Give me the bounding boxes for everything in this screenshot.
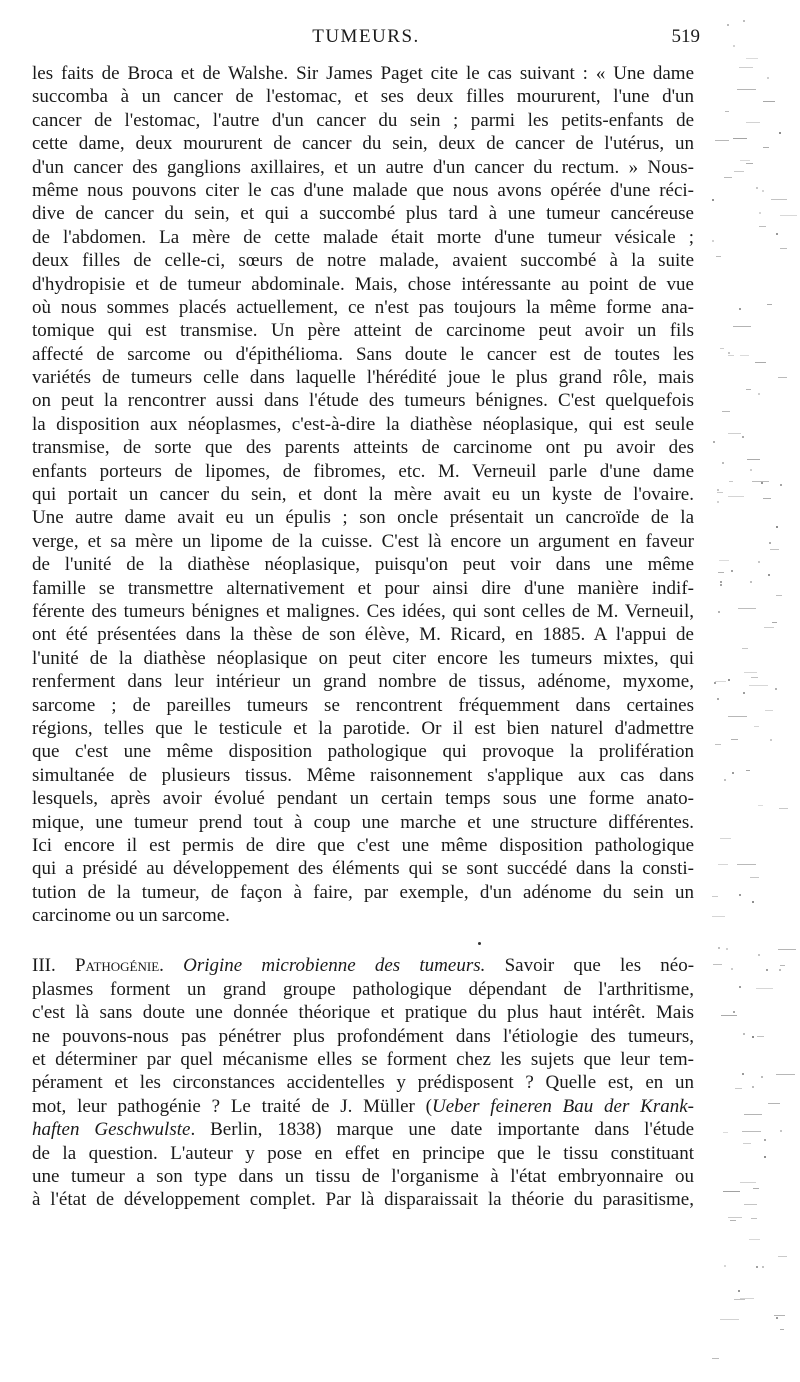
scan-noise-mark <box>764 627 774 628</box>
scan-noise-mark <box>747 459 760 460</box>
scan-noise-mark <box>739 67 753 68</box>
text-line: transmise, de sorte que des parents atteints de carcinome ont pu avoir des <box>32 437 694 459</box>
scan-noise-mark <box>770 739 772 741</box>
scan-noise-mark <box>717 489 719 491</box>
scan-noise-mark <box>780 215 797 216</box>
text-line: férente des tumeurs bénignes et malignes. Ces idées, qui sont celles de M. Verneuil, <box>32 600 694 622</box>
scan-noise-mark <box>724 779 726 781</box>
scan-noise-mark <box>770 549 779 550</box>
text-line: affecté de sarcome ou d'épithélioma. Sans doute le cancer est de toutes les <box>32 343 694 365</box>
scan-noise-mark <box>774 1315 785 1316</box>
text-line: verge, et sa mère un lipome de la cuisse. C'est là encore un argument en faveur <box>32 530 694 552</box>
scan-noise-mark <box>775 688 777 690</box>
scan-noise-mark <box>780 484 782 486</box>
scan-noise-mark <box>779 969 781 971</box>
text-line: variétés de tumeurs celle dans laquelle l'hérédité joue le plus grand rôle, mais <box>32 367 694 389</box>
scan-noise-mark <box>740 355 749 356</box>
scan-noise-mark <box>714 682 716 684</box>
text-line-muller-2 <box>32 1118 694 1141</box>
scan-noise-mark <box>737 864 756 865</box>
scan-noise-mark <box>731 570 733 572</box>
scan-noise-mark <box>751 677 758 678</box>
text-line: ne pouvons-nous pas pénétrer plus profondément dans l'étiologie des tumeurs, <box>32 1025 694 1047</box>
scan-noise-mark <box>758 393 760 395</box>
text-line: et déterminer par quel mécanisme elles se forment chez les sujets que leur tem- <box>32 1049 694 1071</box>
scan-noise-mark <box>721 1015 737 1016</box>
scan-noise-mark <box>712 240 714 242</box>
scan-noise-mark <box>758 805 763 806</box>
scan-noise-mark <box>771 199 787 200</box>
text-line: simultanée de plusieurs tissus. Même raisonnement s'applique aux cas dans <box>32 764 694 786</box>
scan-noise-mark <box>727 24 729 26</box>
scan-noise-mark <box>776 1074 795 1075</box>
text-line: succomba à un cancer de l'estomac, et ses deux filles moururent, l'une d'un <box>32 86 694 108</box>
text-line: la disposition aux néoplasmes, c'est-à-dire la diathèse néoplasique, qui est seule <box>32 413 694 435</box>
scan-noise-mark <box>746 389 751 390</box>
scan-noise-mark <box>756 988 773 989</box>
section-subheading: Origine microbienne des tumeurs. <box>183 955 486 977</box>
scan-noise-mark <box>733 326 751 327</box>
page-number: 519 <box>671 26 700 47</box>
section-lines-after <box>32 1142 694 1212</box>
scan-noise-mark <box>718 947 720 949</box>
scan-noise-mark <box>739 986 741 988</box>
section-pathogenie <box>32 954 694 1211</box>
scan-noise-mark <box>730 1220 736 1221</box>
scan-noise-mark <box>712 896 718 897</box>
text-line: Une autre dame avait eu un épulis ; son oncle présentait un cancroïde de la <box>32 507 694 529</box>
scan-noise-mark <box>750 469 752 471</box>
text-line: à l'état de développement complet. Par là disparaissait la théorie du parasitisme, <box>32 1189 694 1211</box>
scan-noise-mark <box>722 462 724 464</box>
scan-noise-mark <box>776 1317 778 1319</box>
scan-noise-mark <box>756 187 758 189</box>
text-line: cancer de l'estomac, l'autre d'un cancer du sein ; parmi les petits-enfants de <box>32 109 694 131</box>
scan-noise-mark <box>724 1265 726 1267</box>
text-line: pérament et les circonstances accidentelles y prédisposent ? Quelle est, en un <box>32 1072 694 1094</box>
scan-noise-mark <box>735 1088 742 1089</box>
scan-noise-mark <box>728 679 730 681</box>
scan-noise-mark <box>729 481 733 482</box>
scan-noise-mark <box>738 608 756 609</box>
scan-noise-mark <box>737 89 756 90</box>
scan-noise-mark <box>768 574 770 576</box>
scan-noise-mark <box>718 572 724 573</box>
scan-noise-mark <box>715 744 721 745</box>
scan-noise-mark <box>719 560 729 561</box>
scan-noise-mark <box>724 177 732 178</box>
scan-noise-mark <box>731 968 733 970</box>
scan-noise-mark <box>715 140 729 141</box>
scan-noise-mark <box>761 482 763 484</box>
text-line: l'unité de la diathèse néoplasique on peut citer encore les tumeurs mixtes, qui <box>32 647 694 669</box>
scan-noise-mark <box>762 190 764 192</box>
scan-noise-mark <box>776 233 778 235</box>
scan-noise-mark <box>750 877 759 878</box>
section-number: III. <box>32 955 56 977</box>
text-line: on peut la rencontrer aussi dans l'étude des tumeurs bénignes. C'est quelquefois <box>32 390 694 412</box>
text-line: c'est là sans doute une donnée théorique et pratique du plus haut intérêt. Mais <box>32 1002 694 1024</box>
text-line: d'hydropisie et de tumeur abdominale. Mais, chose intéressante au point de vue <box>32 273 694 295</box>
scan-noise-mark <box>740 160 750 161</box>
scan-noise-mark <box>772 622 777 623</box>
scan-noise-mark <box>758 954 760 956</box>
scan-noise-mark <box>780 1130 782 1132</box>
scan-noise-mark <box>776 595 782 596</box>
scan-noise-mark <box>712 916 725 917</box>
scan-noise-mark <box>761 1076 763 1078</box>
section-heading-line <box>32 954 694 977</box>
scan-noise-mark <box>744 1204 757 1205</box>
text-line: dive de cancer du sein, et qui a succombé plus tard à une tumeur cancéreuse <box>32 203 694 225</box>
page-header <box>32 26 700 56</box>
scan-noise-mark <box>713 441 715 443</box>
text-line: les faits de Broca et de Walshe. Sir James Paget cite le cas suivant : « Une dame <box>32 63 694 84</box>
scan-noise-mark <box>734 171 744 172</box>
scan-noise-mark <box>733 1011 735 1013</box>
scan-noise-mark <box>764 1139 766 1141</box>
text-line: régions, telles que le testicule et la parotide. Or il est bien naturel d'admettre <box>32 717 694 739</box>
scan-noise-mark <box>765 710 773 711</box>
text-line: cette dame, deux moururent de cancer du sein, deux de cancer de l'utérus, un <box>32 133 694 155</box>
scan-noise-mark <box>717 501 719 503</box>
scan-noise-mark <box>722 411 730 412</box>
scan-noise-mark <box>742 648 748 649</box>
scan-noise-mark <box>753 1188 759 1189</box>
scan-noise-mark <box>712 1358 719 1359</box>
scan-noise-mark <box>752 1036 754 1038</box>
text-line: enfants porteurs de lipomes, de fibromes, etc. M. Verneuil parle d'une dame <box>32 460 694 482</box>
scan-noise-mark <box>728 716 747 717</box>
muller-title-a: Ueber feineren Bau der Krank- <box>432 1095 694 1117</box>
text-line: carcinome ou un sarcome. <box>32 905 230 927</box>
body-text <box>32 62 694 1212</box>
scan-noise-mark <box>754 726 759 727</box>
scan-noise-mark <box>713 964 722 965</box>
scan-noise-mark <box>778 949 796 950</box>
scan-noise-mark <box>743 1033 745 1035</box>
scan-noise-mark <box>746 58 758 59</box>
text-line: tomique qui est transmise. Un père atteint de carcinome peut avoir un fils <box>32 320 694 342</box>
scan-noise-mark <box>712 199 714 201</box>
scan-noise-mark <box>749 1239 760 1240</box>
text-line: d'un cancer des ganglions axillaires, et un autre d'un cancer du rectum. » Nous- <box>32 156 694 178</box>
scan-noise-mark <box>779 132 781 134</box>
text-line: ont été présentées dans la thèse de son élève, M. Ricard, en 1885. A l'appui de <box>32 624 694 646</box>
scan-noise-mark <box>742 436 744 438</box>
scan-noise-mark <box>718 611 720 613</box>
muller-title-b: haften Geschwulste <box>32 1119 191 1141</box>
scan-noise-mark <box>766 969 768 971</box>
scan-noise-mark <box>757 1036 764 1037</box>
scan-noise-mark <box>739 308 741 310</box>
scan-noise-mark <box>768 1103 780 1104</box>
scan-noise-mark <box>743 1143 751 1144</box>
scan-noise-mark <box>740 1298 754 1299</box>
scan-noise-mark <box>716 256 721 257</box>
scan-noise-mark <box>728 433 741 434</box>
scan-noise-mark <box>720 1319 739 1320</box>
scan-noise-mark <box>726 948 728 950</box>
scan-noise-mark <box>763 498 771 499</box>
scan-noise-mark <box>778 377 787 378</box>
scan-noise-mark <box>779 808 788 809</box>
scan-noise-mark <box>752 901 754 903</box>
paragraph-spacer <box>32 927 694 954</box>
scan-noise-mark <box>759 212 761 214</box>
scan-noise-mark <box>755 362 766 363</box>
scan-noise-mark <box>749 685 768 686</box>
section-first-line-rest: Savoir que les néo- <box>504 955 695 977</box>
scan-noise-mark <box>758 561 760 563</box>
scan-noise-mark <box>776 526 778 528</box>
scan-noise-mark <box>744 672 757 673</box>
scan-noise-mark <box>764 1156 766 1158</box>
scan-noise-mark <box>759 226 766 227</box>
text-line: une tumeur a son type dans un tissu de l'organisme à l'état embryonnaire ou <box>32 1165 694 1187</box>
section-lines <box>32 978 694 1095</box>
text-line: famille se transmettre alternativement et pour ainsi dire d'une manière indif- <box>32 577 694 599</box>
scan-noise-mark <box>723 1191 740 1192</box>
muller-text-a: mot, leur pathogénie ? Le traité de J. Müller ( <box>32 1095 433 1117</box>
text-line: où nous sommes placés actuellement, ce n'est pas toujours la même forme ana- <box>32 296 694 318</box>
text-line: lesquels, après avoir évolué pendant un certain temps sous une forme anato- <box>32 788 694 810</box>
scan-noise-mark <box>746 163 753 164</box>
scan-noise-mark <box>720 838 731 839</box>
text-line: sarcome ; de pareilles tumeurs se rencontrent fréquemment dans certaines <box>32 694 694 716</box>
scan-noise-mark <box>728 352 730 354</box>
scan-noise-mark <box>752 481 769 482</box>
scan-noise-mark <box>767 77 769 79</box>
scan-noise-mark <box>725 111 729 112</box>
scan-noise-mark <box>751 1218 757 1219</box>
scan-noise-mark <box>728 355 734 356</box>
text-line-muller <box>32 1095 694 1118</box>
scan-noise-mark <box>780 248 787 249</box>
running-head: TUMEURS. <box>312 26 420 47</box>
scan-noise-mark <box>733 45 735 47</box>
scan-noise-mark <box>742 1131 761 1132</box>
scan-noise-mark <box>738 1290 740 1292</box>
scan-noise-mark <box>743 692 745 694</box>
scan-noise-mark <box>739 894 741 896</box>
scan-noise-mark <box>720 581 722 583</box>
scan-noise-mark <box>723 1132 728 1133</box>
scan-noise-mark <box>756 1266 758 1268</box>
scan-noise-mark <box>717 698 719 700</box>
scan-noise-mark <box>743 20 745 22</box>
text-line: que c'est une même disposition pathologique qui provoque la prolifération <box>32 741 694 763</box>
scan-noise-mark <box>762 1266 764 1268</box>
text-line: de l'unité de la diathèse néoplasique, puisqu'on peut voir dans une même <box>32 554 694 576</box>
scan-noise-mark <box>715 681 726 682</box>
text-line: plasmes forment un grand groupe pathologique dépendant de l'arthritisme, <box>32 978 694 1000</box>
scan-noise-mark <box>742 1073 744 1075</box>
scan-noise-mark <box>740 1182 756 1183</box>
scan-noise-mark <box>750 581 752 583</box>
scan-noise-mark <box>778 1256 787 1257</box>
scan-margin-noise <box>712 20 800 1382</box>
scan-noise-mark <box>717 492 723 493</box>
scan-noise-mark <box>733 138 747 139</box>
scan-noise-mark <box>734 1299 745 1300</box>
stray-ink-dot <box>478 942 481 945</box>
scan-noise-mark <box>746 122 760 123</box>
scan-noise-mark <box>718 864 728 865</box>
scan-noise-mark <box>746 770 750 771</box>
text-line: Ici encore il est permis de dire que c'est une même disposition pathologique <box>32 834 694 856</box>
scan-noise-mark <box>769 542 771 544</box>
section-heading: Pathogénie. <box>74 955 164 977</box>
scan-noise-mark <box>780 1329 784 1330</box>
text-line: mique, une tumeur prend tout à coup une marche et une structure différentes. <box>32 811 694 833</box>
scan-noise-mark <box>720 348 724 349</box>
text-line: deux filles de celle-ci, sœurs de notre malade, avaient succombé à la suite <box>32 250 694 272</box>
scan-noise-mark <box>728 1217 742 1218</box>
scan-noise-mark <box>731 739 738 740</box>
paragraph-heredity <box>32 62 694 927</box>
scan-noise-mark <box>763 101 775 102</box>
scan-noise-mark <box>780 965 785 966</box>
text-line: renferment dans leur intérieur un grand nombre de tissus, adénome, myxome, <box>32 671 694 693</box>
scan-noise-mark <box>720 584 722 586</box>
scan-noise-mark <box>728 496 744 497</box>
scan-noise-mark <box>752 1086 754 1088</box>
scan-noise-mark <box>732 772 734 774</box>
text-line: qui portait un cancer du sein, et dont la mère avait eu un kyste de l'ovaire. <box>32 484 694 506</box>
scan-noise-mark <box>763 147 769 148</box>
muller-text-b: . Berlin, 1838) marque une date importante dans l'étude <box>190 1119 694 1141</box>
scan-noise-mark <box>767 304 772 305</box>
text-line: tution de la tumeur, de façon à faire, par exemple, d'un adénome du sein un <box>32 881 694 903</box>
text-line: qui a présidé au développement des éléments qui se sont succédé dans la consti- <box>32 858 694 880</box>
text-line: de la question. L'auteur y pose en effet en principe que le tissu constituant <box>32 1142 694 1164</box>
text-line: même nous pouvons citer le cas d'une malade que nous avons opérée d'une réci- <box>32 179 694 201</box>
text-line: de l'abdomen. La mère de cette malade était morte d'une tumeur vésicale ; <box>32 226 694 248</box>
scan-noise-mark <box>744 1114 762 1115</box>
